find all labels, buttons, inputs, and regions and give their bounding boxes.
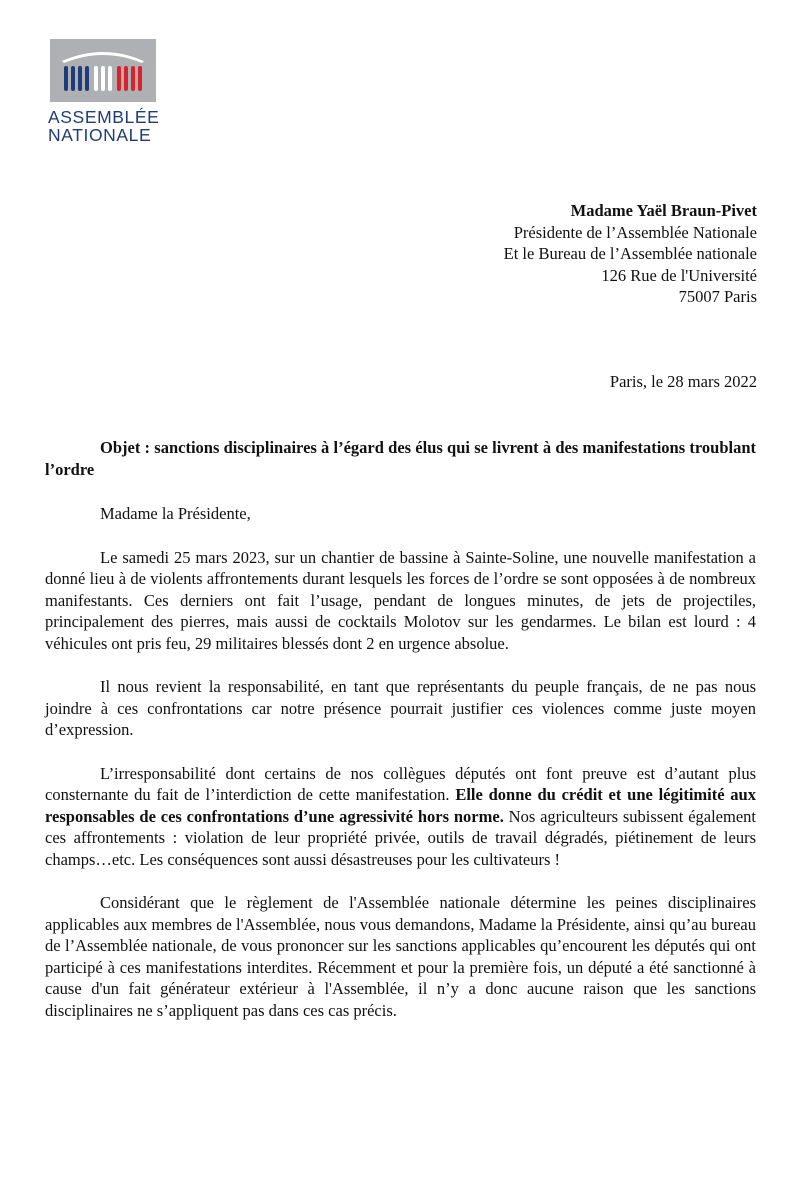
assemblee-nationale-logo <box>48 39 158 144</box>
paragraph-3 <box>45 763 756 871</box>
recipient-title: Présidente de l’Assemblée Nationale <box>513 222 757 242</box>
recipient-city: 75007 Paris <box>678 287 757 306</box>
paragraph-2: Il nous revient la responsabilité, en tant que représentants du peuple français, de ne pas nous joindre à ces confrontations car notre présence pourrait justifier ces violences comme juste moyen d’expression. <box>45 677 756 739</box>
paragraph-1: Le samedi 25 mars 2023, sur un chantier de bassine à Sainte-Soline, une nouvelle manifestation a donné lieu à de violents affrontements durant lesquels les forces de l’ordre se sont opposées à de nombreux manifestants. Ces derniers ont fait l’usage, pendant de longues minutes, de jets de projectiles, principalement des pierres, mais aussi de cocktails Molotov sur les gendarmes. Le bilan est lourd : 4 véhicules ont pris feu, 29 militaires blessés dont 2 en urgence absolue. <box>45 547 756 653</box>
recipient-address-block <box>504 200 757 308</box>
paragraph-3-start: L’irresponsabilité dont certains de nos collègues députés ont font preuve est d’autant plus consternante du fait de l’interdiction de cette manifestation. <box>45 763 756 804</box>
letter-object: Objet : sanctions disciplinaires à l’égard des élus qui se livrent à des manifestations troublant l’ordre <box>45 438 756 479</box>
letter-body <box>45 437 756 1021</box>
paragraph-3-end: Nos agriculteurs subissent également ces affrontements : violation de leur propriété privée, outils de travail dégradés, piétinement de leurs champs…etc. Les conséquences sont aussi désastreuses pour les cultivateurs ! <box>45 806 756 869</box>
hemicycle-emblem-svg <box>50 39 156 102</box>
recipient-bureau: Et le Bureau de l’Assemblée nationale <box>503 244 757 263</box>
recipient-name: Madame Yaël Braun-Pivet <box>570 201 757 220</box>
logo-line-1: ASSEMBLÉE <box>48 107 160 127</box>
hemicycle-emblem-icon <box>50 39 156 102</box>
paragraph-4: Considérant que le règlement de l'Assemblée nationale détermine les peines disciplinaires applicables aux membres de l'Assemblée, nous vous demandons, Madame la Présidente, ainsi qu’au bureau de l’Assemblée nationale, de vous prononcer sur les sanctions applicables qu’encourent les députés qui ont participé à ces manifestations interdites. Récemment et pour la première fois, un député a été sanctionné à cause d'un fait générateur extérieur à l'Assemblée, il n’y a donc aucune raison que les sanctions disciplinaires ne s’appliquent pas dans ces cas précis. <box>45 893 756 1020</box>
paragraph-3-bold: Elle donne du crédit et une légitimité aux responsables de ces confrontations d’une agressivité hors norme. <box>45 785 756 826</box>
logo-line-2: NATIONALE <box>48 125 152 145</box>
salutation: Madame la Présidente, <box>100 504 251 523</box>
recipient-street: 126 Rue de l'Université <box>601 265 757 285</box>
logo-wordmark <box>48 108 158 144</box>
letter-date: Paris, le 28 mars 2022 <box>609 372 757 391</box>
